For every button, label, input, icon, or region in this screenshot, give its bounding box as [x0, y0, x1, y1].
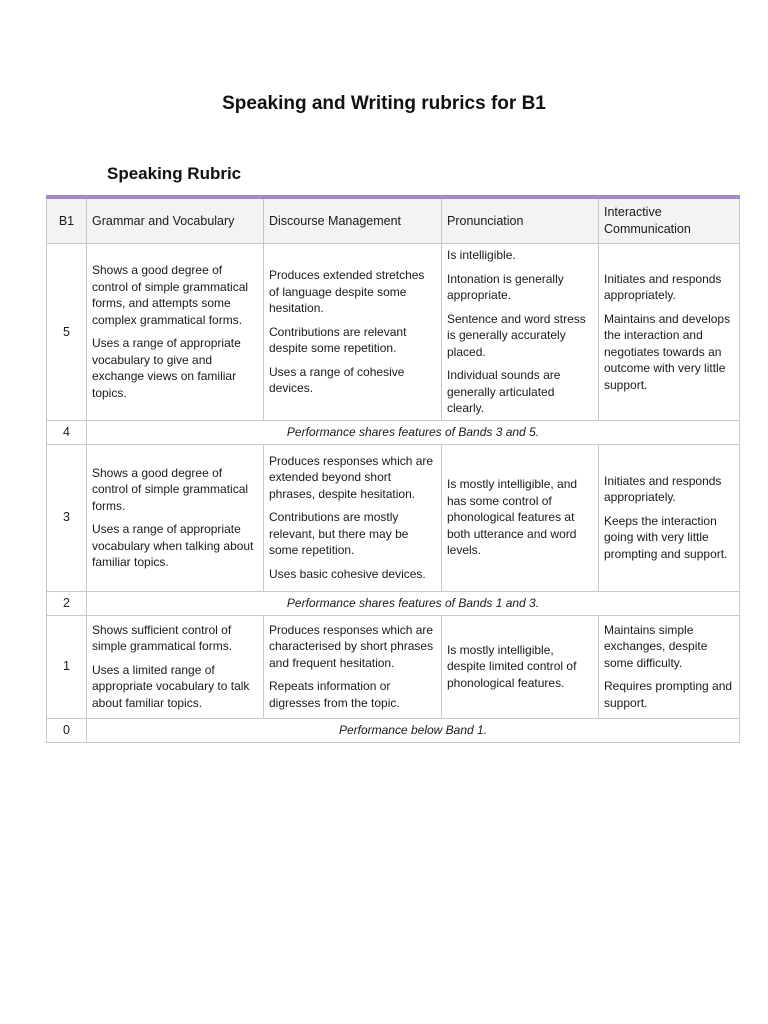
interactive-cell [599, 615, 740, 718]
shared-features-note: Performance shares features of Bands 1 and 3. [87, 591, 740, 615]
shared-features-note: Performance shares features of Bands 3 and 5. [87, 420, 740, 444]
interactive-cell [599, 244, 740, 421]
descriptor: Requires prompting and support. [604, 679, 733, 710]
discourse-cell [264, 444, 442, 591]
descriptor: Intonation is generally appropriate. [447, 271, 564, 302]
header-row [47, 197, 740, 244]
band-row-2 [47, 591, 740, 615]
grammar-cell [87, 244, 264, 421]
band-row-0 [47, 718, 740, 742]
header-interactive: Interactive Communication [599, 197, 740, 244]
grammar-cell [87, 615, 264, 718]
descriptor: Shows sufficient control of simple grammatical forms. [92, 622, 233, 654]
descriptor: Is intelligible. [447, 248, 516, 262]
interactive-cell [599, 444, 740, 591]
descriptor: Uses a range of appropriate vocabulary to give and exchange views on familiar topics. [92, 336, 241, 400]
band-row-5 [47, 244, 740, 421]
section-title: Speaking Rubric [107, 164, 242, 183]
band-row-4 [47, 420, 740, 444]
descriptor: Produces responses which are characterised by short phrases and frequent hesitation. [269, 622, 434, 670]
descriptor: Initiates and responds appropriately. [604, 271, 722, 302]
speaking-rubric-table [46, 195, 740, 743]
below-band-note: Performance below Band 1. [87, 718, 740, 742]
descriptor: Shows a good degree of control of simple grammatical forms. [92, 465, 249, 513]
descriptor: Uses basic cohesive devices. [269, 566, 426, 581]
descriptor: Is mostly intelligible, and has some control of phonological features at both utterance and word levels. [447, 477, 578, 558]
pronunciation-cell [442, 244, 599, 421]
header-grammar: Grammar and Vocabulary [87, 197, 264, 244]
descriptor: Individual sounds are generally articulated clearly. [447, 368, 561, 415]
descriptor: Maintains and develops the interaction and negotiates towards an outcome with very little support. [604, 311, 731, 392]
descriptor: Sentence and word stress is generally accurately placed. [447, 311, 586, 359]
descriptor: Uses a range of appropriate vocabulary when talking about familiar topics. [92, 522, 254, 569]
band-number: 4 [47, 420, 87, 444]
descriptor: Maintains simple exchanges, despite some difficulty. [604, 622, 708, 670]
header-band: B1 [47, 197, 87, 244]
grammar-cell [87, 444, 264, 591]
header-discourse: Discourse Management [264, 197, 442, 244]
band-row-1 [47, 615, 740, 718]
descriptor: Initiates and responds appropriately. [604, 473, 722, 505]
descriptor: Contributions are relevant despite some repetition. [269, 324, 407, 355]
band-number: 3 [47, 444, 87, 591]
band-number: 0 [47, 718, 87, 742]
band-number: 2 [47, 591, 87, 615]
descriptor: Shows a good degree of control of simple grammatical forms, and attempts some complex grammatical forms. [92, 263, 249, 327]
descriptor: Keeps the interaction going with very little prompting and support. [604, 513, 728, 561]
descriptor: Uses a limited range of appropriate vocabulary to talk about familiar topics. [92, 662, 250, 710]
descriptor: Uses a range of cohesive devices. [269, 364, 405, 395]
descriptor: Is mostly intelligible, despite limited control of phonological features. [447, 642, 577, 690]
descriptor: Produces extended stretches of language despite some hesitation. [269, 268, 425, 315]
band-number: 5 [47, 244, 87, 421]
descriptor: Produces responses which are extended beyond short phrases, despite hesitation. [269, 453, 434, 501]
header-pronunciation: Pronunciation [442, 197, 599, 244]
descriptor: Repeats information or digresses from the topic. [269, 679, 400, 710]
document-title: Speaking and Writing rubrics for B1 [222, 93, 546, 114]
pronunciation-cell [442, 615, 599, 718]
band-number: 1 [47, 615, 87, 718]
band-row-3 [47, 444, 740, 591]
discourse-cell [264, 244, 442, 421]
discourse-cell [264, 615, 442, 718]
pronunciation-cell [442, 444, 599, 591]
descriptor: Contributions are mostly relevant, but there may be some repetition. [269, 510, 409, 558]
